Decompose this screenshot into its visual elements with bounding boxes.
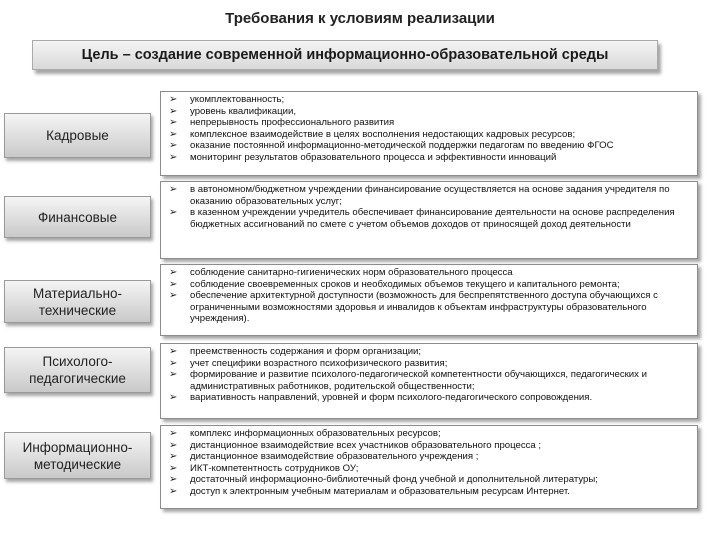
category-psikhologo-pedagogicheskie: Психолого-педагогические (4, 347, 151, 393)
arrowhead-bullet-icon: ➢ (169, 346, 178, 357)
arrowhead-bullet-icon: ➢ (169, 485, 178, 497)
requirement-text: ИКТ-компетентность сотрудников ОУ; (190, 462, 359, 474)
arrowhead-bullet-icon: ➢ (169, 117, 178, 129)
arrowhead-bullet-icon: ➢ (169, 105, 178, 117)
arrowhead-bullet-icon: ➢ (169, 207, 178, 219)
arrowhead-bullet-icon: ➢ (169, 428, 178, 439)
requirement-item (165, 140, 693, 152)
arrowhead-bullet-icon: ➢ (169, 369, 178, 381)
requirement-item (165, 106, 693, 118)
arrowhead-bullet-icon: ➢ (169, 439, 178, 451)
arrowhead-bullet-icon: ➢ (169, 267, 178, 278)
requirements-materialno-tekhnicheskie (160, 264, 698, 336)
requirement-text: непрерывность профессионального развития (190, 117, 395, 129)
requirement-text: комплекс информационных образовательных ресурсов; (190, 428, 441, 439)
requirement-text: учет специфики возрастного психофизического развития; (190, 357, 448, 369)
arrowhead-bullet-icon: ➢ (169, 151, 178, 163)
requirement-item (165, 207, 693, 230)
requirement-item (165, 117, 693, 129)
requirement-text: в автономном/бюджетном учреждении финансирование осуществляется на основе задания учредителя по оказанию образовательных услуг; (190, 184, 670, 207)
arrowhead-bullet-icon: ➢ (169, 278, 178, 290)
arrowhead-bullet-icon: ➢ (169, 184, 178, 195)
requirement-text: уровень квалификации, (190, 105, 296, 117)
requirement-text: комплексное взаимодействие в целях восполнения недостающих кадровых ресурсов; (190, 128, 576, 140)
arrowhead-bullet-icon: ➢ (169, 94, 178, 105)
requirement-item (165, 184, 693, 207)
requirement-item (165, 463, 693, 475)
requirement-text: дистанционное взаимодействие образовательного учреждения ; (190, 451, 479, 463)
requirement-item (165, 290, 693, 325)
requirement-text: соблюдение санитарно-гигиенических норм образовательного процесса (190, 267, 513, 278)
requirement-item (165, 129, 693, 141)
arrowhead-bullet-icon: ➢ (169, 451, 178, 463)
category-informatsionno-metodicheskie: Информационно-методические (4, 432, 151, 479)
requirement-text: мониторинг результатов образовательного процесса и эффективности инноваций (190, 151, 557, 163)
arrowhead-bullet-icon: ➢ (169, 140, 178, 152)
category-kadrovye: Кадровые (4, 113, 151, 158)
category-materialno-tekhnicheskie: Материально-технические (4, 280, 151, 323)
requirement-text: преемственность содержания и форм организации; (190, 346, 422, 357)
requirements-finansovye (160, 181, 698, 259)
requirement-item (165, 440, 693, 452)
arrowhead-bullet-icon: ➢ (169, 290, 178, 302)
arrowhead-bullet-icon: ➢ (169, 392, 178, 404)
requirement-item (165, 94, 693, 106)
requirement-item (165, 369, 693, 392)
requirement-item (165, 279, 693, 291)
requirement-item (165, 474, 693, 486)
requirements-informatsionno-metodicheskie (160, 425, 698, 509)
requirement-item (165, 346, 693, 358)
requirement-item (165, 392, 693, 404)
requirement-item (165, 358, 693, 370)
requirement-item (165, 267, 693, 279)
requirement-text: обеспечение архитектурной доступности (возможность для беспрепятственного доступа обучающихся с ограниченными возможностями здоровья и инвалидов к объектам инфраструктуры образовательного учреждения). (190, 290, 658, 325)
requirements-psikhologo-pedagogicheskie (160, 343, 698, 419)
requirement-item (165, 451, 693, 463)
goal-banner: Цель – создание современной информационно-образовательной среды (32, 40, 658, 70)
requirement-text: достаточный информационно-библиотечный фонд учебной и дополнительной литературы; (190, 474, 598, 486)
requirement-item (165, 152, 693, 164)
requirement-item (165, 486, 693, 498)
category-finansovye: Финансовые (4, 196, 151, 238)
requirement-text: доступ к электронным учебным материалам и образовательным ресурсам Интернет. (190, 485, 570, 497)
page-title: Требования к условиям реализации (225, 10, 495, 27)
requirements-kadrovye (160, 91, 698, 176)
requirement-text: в казенном учреждении учредитель обеспечивает финансирование деятельности на основе распределения бюджетных ассигнований по смете с учетом объемов доходов от приносящей доход деятельности (190, 207, 675, 230)
arrowhead-bullet-icon: ➢ (169, 128, 178, 140)
requirement-text: формирование и развитие психолого-педагогической компетентности обучающихся, педагогических и административных работников, родительской общественности; (190, 369, 647, 392)
requirement-item (165, 428, 693, 440)
arrowhead-bullet-icon: ➢ (169, 462, 178, 474)
arrowhead-bullet-icon: ➢ (169, 474, 178, 486)
requirement-text: укомплектованность; (190, 94, 285, 105)
requirement-text: оказание постоянной информационно-методической поддержки педагогам по введению ФГОС (190, 140, 614, 152)
requirement-text: дистанционное взаимодействие всех участников образовательного процесса ; (190, 439, 542, 451)
requirement-text: соблюдение своевременных сроков и необходимых объемов текущего и капитального ремонта; (190, 278, 620, 290)
arrowhead-bullet-icon: ➢ (169, 357, 178, 369)
requirement-text: вариативность направлений, уровней и форм психолого-педагогического сопровождения. (190, 392, 593, 404)
